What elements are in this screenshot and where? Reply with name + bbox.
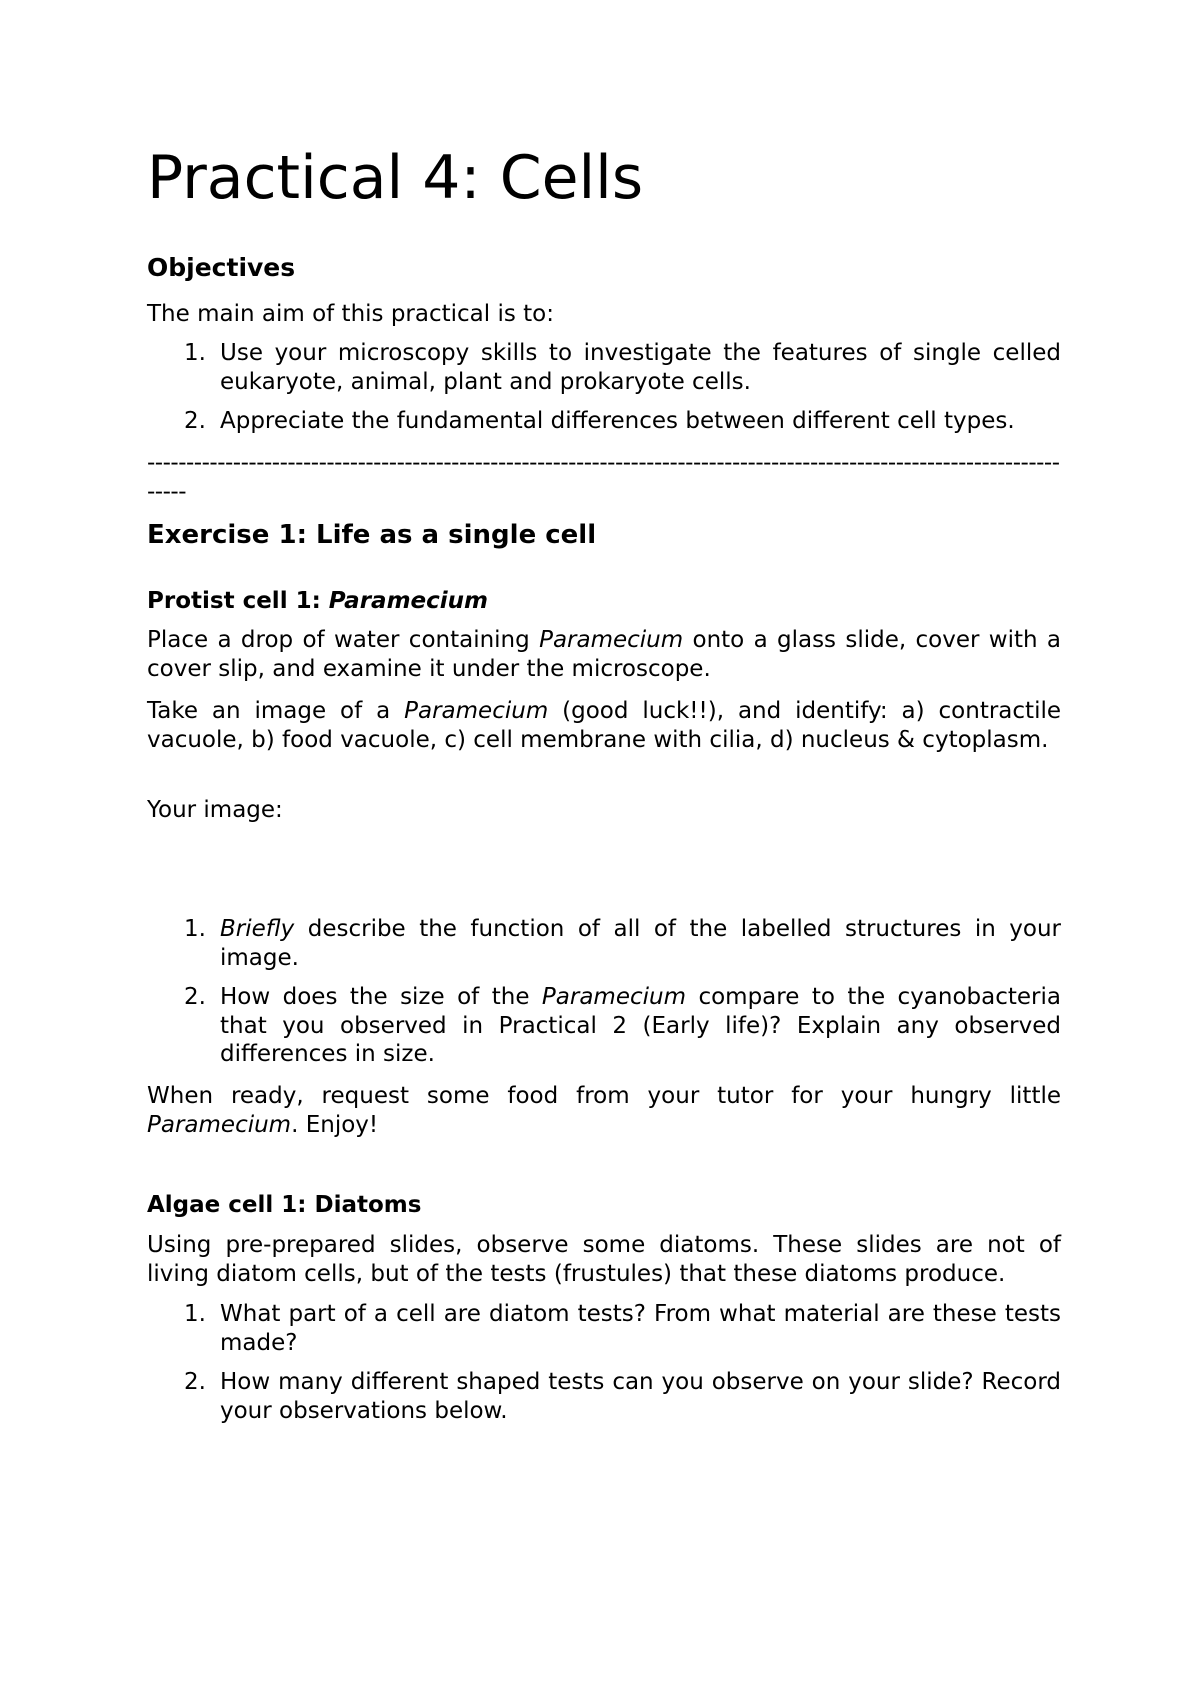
list-item [147, 1368, 1061, 1425]
list-number: 1. [184, 340, 206, 366]
exercise-heading: Exercise 1: Life as a single cell [147, 520, 597, 550]
your-image-label: Your image: [147, 797, 283, 823]
text-run: compare to the cyanobacteria that you observed in Practical 2 (Early life)? Explain any observed differences in size. [220, 984, 1061, 1067]
protist-heading-italic: Paramecium [328, 588, 488, 614]
separator-line: -------------------------------------------------------------------------------------------------------------------------- [147, 450, 1060, 505]
algae-heading: Algae cell 1: Diatoms [147, 1192, 422, 1218]
list-item [147, 1300, 1061, 1357]
protist-questions [147, 915, 1061, 1080]
list-text: How many different shaped tests can you observe on your slide? Record your observations below. [220, 1369, 1061, 1424]
italic-run: Paramecium [539, 627, 684, 653]
list-text: Appreciate the fundamental differences between different cell types. [220, 408, 1015, 434]
list-item [147, 339, 1061, 396]
italic-run: Paramecium [404, 698, 549, 724]
list-item [147, 983, 1061, 1069]
list-item [147, 407, 1061, 436]
list-text: Use your microscopy skills to investigate the features of single celled eukaryote, animal, plant and prokaryote cells. [220, 340, 1061, 395]
text-run: Place a drop of water containing [147, 627, 540, 653]
protist-paragraph-3 [147, 1082, 1061, 1139]
list-item [147, 915, 1061, 972]
text-run: Take an image of a [147, 698, 405, 724]
list-number: 1. [184, 1301, 206, 1327]
protist-paragraph-1 [147, 626, 1061, 683]
italic-run: Briefly [220, 916, 295, 942]
page-title: Practical 4: Cells [147, 143, 644, 213]
text-run: (good luck!!), and identify: a) contractile vacuole, b) food vacuole, c) cell membrane with cilia, d) nucleus & cytoplasm. [147, 698, 1061, 753]
text-run: onto a glass slide, cover with a cover slip, and examine it under the microscope. [147, 627, 1061, 682]
text-run: When ready, request some food from your tutor for your hungry little [147, 1083, 1061, 1109]
list-text: What part of a cell are diatom tests? From what material are these tests made? [220, 1301, 1061, 1356]
objectives-intro: The main aim of this practical is to: [147, 301, 554, 327]
protist-heading [147, 586, 488, 616]
italic-run: Paramecium [147, 1111, 292, 1138]
list-number: 2. [184, 1369, 206, 1395]
protist-paragraph-2 [147, 697, 1061, 754]
objectives-list [147, 339, 1061, 447]
text-run: . Enjoy! [291, 1111, 379, 1138]
list-number: 2. [184, 408, 206, 434]
list-number: 1. [184, 916, 206, 942]
algae-paragraph: Using pre-prepared slides, observe some diatoms. These slides are not of living diatom cells, but of the tests (frustules) that these diatoms produce. [147, 1232, 1061, 1287]
list-number: 2. [184, 984, 206, 1010]
objectives-heading: Objectives [147, 253, 296, 282]
protist-heading-prefix: Protist cell 1: [147, 588, 329, 614]
text-run: describe the function of all of the labelled structures in your image. [220, 916, 1061, 971]
algae-questions [147, 1300, 1061, 1436]
text-run: How does the size of the [220, 984, 542, 1010]
italic-run: Paramecium [541, 984, 687, 1010]
